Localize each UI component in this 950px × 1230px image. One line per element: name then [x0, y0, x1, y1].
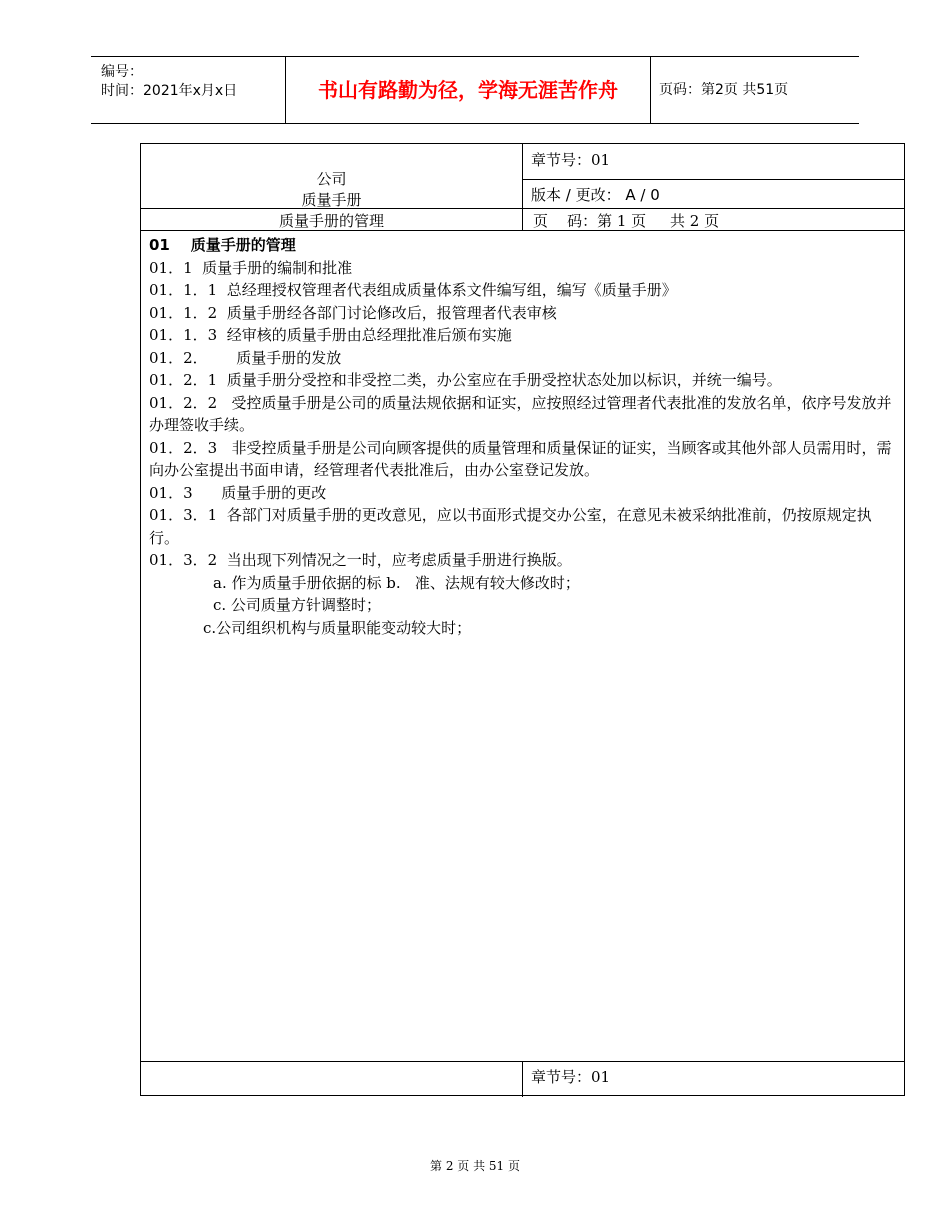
manual-title: 质量手册 — [301, 191, 362, 209]
list-item: c.公司组织机构与质量职能变动较大时； — [203, 618, 472, 637]
footer-section-number: 章节号：01 — [531, 1068, 611, 1086]
version-info: 版本 / 更改： A / 0 — [531, 186, 660, 204]
page-code: 页 码：第 1 页 共 2 页 — [533, 212, 720, 230]
divider — [522, 144, 523, 230]
divider — [522, 179, 905, 180]
content-line: 01．1．1 总经理授权管理者代表组成质量体系文件编写组，编写《质量手册》 — [149, 281, 677, 299]
list-item: c. 公司质量方针调整时； — [213, 596, 381, 614]
time-label: 时间：2021年x月x日 — [101, 83, 238, 99]
content-line: 01．2．1 质量手册分受控和非受控二类，办公室应在手册受控状态处加以标识，并统一编号。 — [149, 371, 782, 389]
content-line: 01．1．3 经审核的质量手册由总经理批准后颁布实施 — [149, 326, 512, 344]
content-heading: 01 质量手册的管理 — [149, 236, 296, 254]
header-left — [91, 57, 285, 123]
content-line: 01．3 质量手册的更改 — [149, 483, 327, 502]
manual-content — [149, 234, 894, 639]
content-line: 01．1 质量手册的编制和批准 — [149, 258, 353, 277]
company-name: 公司 — [316, 170, 347, 188]
content-line: 01．2．3 非受控质量手册是公司向顾客提供的质量管理和质量保证的证实，当顾客或其他外部人员需用时，需向办公室提出书面申请，经管理者代表批准后，由办公室登记发放。 — [149, 438, 892, 479]
document-form — [140, 143, 905, 1096]
section-number: 章节号：01 — [531, 151, 611, 169]
content-line: 01．3．1 各部门对质量手册的更改意见，应以书面形式提交办公室，在意见未被采纳批准前，仍按原规定执行。 — [149, 506, 872, 547]
motto: 书山有路勤为径，学海无涯苦作舟 — [285, 57, 651, 123]
list-item: a. 作为质量手册依据的标 b. 准、法规有较大修改时； — [213, 573, 580, 592]
content-line: 01．2． 质量手册的发放 — [149, 348, 342, 367]
number-label: 编号： — [101, 64, 143, 80]
section-title: 质量手册的管理 — [278, 212, 384, 230]
page-header — [91, 56, 859, 124]
content-line: 01．3．2 当出现下列情况之一时，应考虑质量手册进行换版。 — [149, 551, 572, 569]
page-footer: 第 2 页 共 51 页 — [430, 1159, 520, 1173]
content-line: 01．1．2 质量手册经各部门讨论修改后，报管理者代表审核 — [149, 303, 557, 322]
divider — [141, 1061, 905, 1062]
divider — [522, 1061, 523, 1097]
header-page-info: 页码：第2页 共51页 — [659, 82, 789, 98]
content-line: 01．2．2 受控质量手册是公司的质量法规依据和证实，应按照经过管理者代表批准的发放名单，依序号发放并办理签收手续。 — [149, 393, 892, 434]
